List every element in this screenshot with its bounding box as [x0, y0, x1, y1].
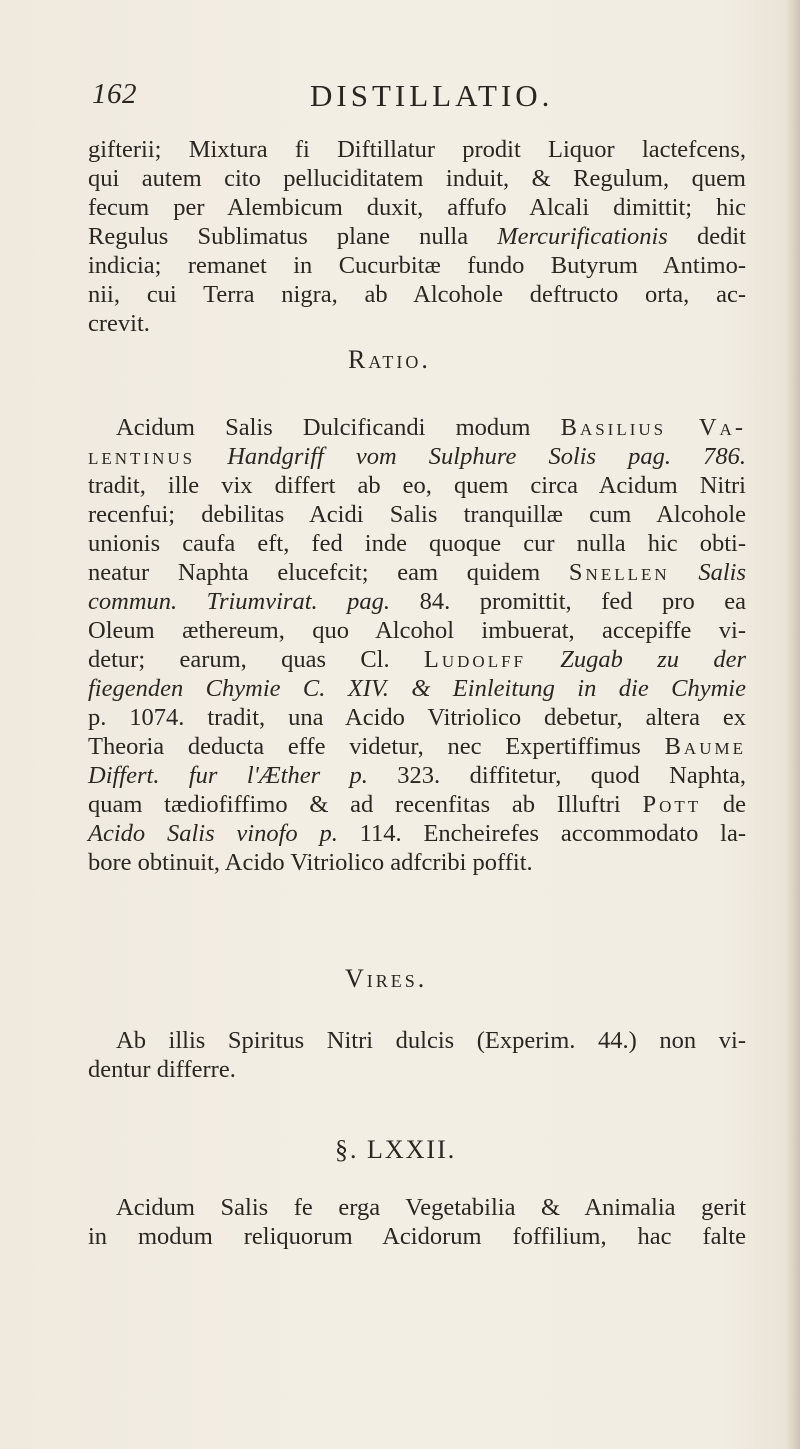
page-number: 162	[92, 78, 137, 110]
italic-citation: Acido Salis vinofo p.	[88, 820, 338, 847]
text-line: Ab illis Spiritus Nitri dulcis (Experim. 44.) non vi-	[116, 1027, 746, 1054]
author-name: Ludolff	[423, 646, 526, 673]
italic-citation: Differt. fur l'Æther p.	[88, 762, 368, 789]
text-line: commun. Triumvirat. pag. 84. promittit, fed pro ea	[88, 588, 746, 615]
text-line: fecum per Alembicum duxit, affufo Alcali dimittit; hic	[88, 194, 746, 221]
text-line: neatur Naphta elucefcit; eam quidem Snellen Salis	[88, 559, 746, 586]
section-number-heading: §. LXXII.	[335, 1135, 457, 1164]
italic-term: Mercurificationis	[497, 223, 668, 250]
author-name: Basilius Va-	[560, 414, 746, 441]
author-name: Baume	[664, 733, 746, 760]
author-name: Pott	[642, 791, 702, 818]
text-line: nii, cui Terra nigra, ab Alcohole deftructo orta, ac-	[88, 281, 746, 308]
text-line: crevit.	[88, 310, 150, 337]
text-line: Acidum Salis fe erga Vegetabilia & Animalia gerit	[116, 1194, 746, 1221]
text-line: p. 1074. tradit, una Acido Vitriolico debetur, altera ex	[88, 704, 746, 731]
section-heading-ratio: Ratio.	[348, 345, 431, 374]
text-line	[88, 443, 746, 471]
text-line: bore obtinuit, Acido Vitriolico adfcribi poffit.	[88, 849, 533, 876]
running-title: DISTILLATIO.	[310, 78, 554, 113]
text-line: Differt. fur l'Æther p. 323. diffitetur, quod Naphta,	[88, 762, 747, 789]
section-heading-vires: Vires.	[345, 964, 428, 993]
text-line: in modum reliquorum Acidorum foffilium, hac falte	[88, 1223, 746, 1250]
text-line: Regulus Sublimatus plane nulla Mercurificationis dedit	[88, 223, 746, 250]
text-line: tradit, ille vix differt ab eo, quem circa Acidum Nitri	[88, 472, 746, 499]
italic-citation: Handgriff vom Sulphure Solis pag. 786.	[195, 443, 746, 470]
text-line	[88, 675, 746, 703]
text-line: Acidum Salis Dulcificandi modum Basilius Va-	[116, 414, 746, 441]
text-line: gifterii; Mixtura fi Diftillatur prodit Liquor lactefcens,	[88, 136, 746, 163]
author-name: lentinus	[88, 443, 196, 470]
text-line: Theoria deducta effe videtur, nec Expertiffimus Baume	[88, 733, 746, 760]
text-line: detur; earum, quas Cl. Ludolff Zugab zu der	[88, 646, 746, 673]
author-name: Snellen	[568, 559, 670, 586]
text-line: qui autem cito pelluciditatem induit, & Regulum, quem	[88, 165, 746, 192]
text-line: Acido Salis vinofo p. 114. Encheirefes accommodato la-	[88, 820, 746, 847]
text-line: quam tædiofiffimo & ad recenfitas ab Illuftri Pott de	[88, 791, 747, 818]
italic-citation: fiegenden Chymie C. XIV. & Einleitung in die Chymie	[88, 675, 746, 702]
italic-citation: commun. Triumvirat. pag.	[88, 588, 391, 615]
text-line: unionis caufa eft, fed inde quoque cur nulla hic obti-	[88, 530, 746, 557]
text-line: dentur differre.	[88, 1056, 236, 1083]
page-header	[92, 78, 732, 118]
text-line: indicia; remanet in Cucurbitæ fundo Butyrum Antimo-	[88, 252, 746, 279]
text-line: recenfui; debilitas Acidi Salis tranquillæ cum Alcohole	[88, 501, 746, 528]
page-edge-shadow	[786, 0, 800, 1449]
text-line: Oleum æthereum, quo Alcohol imbuerat, accepiffe vi-	[88, 617, 746, 644]
